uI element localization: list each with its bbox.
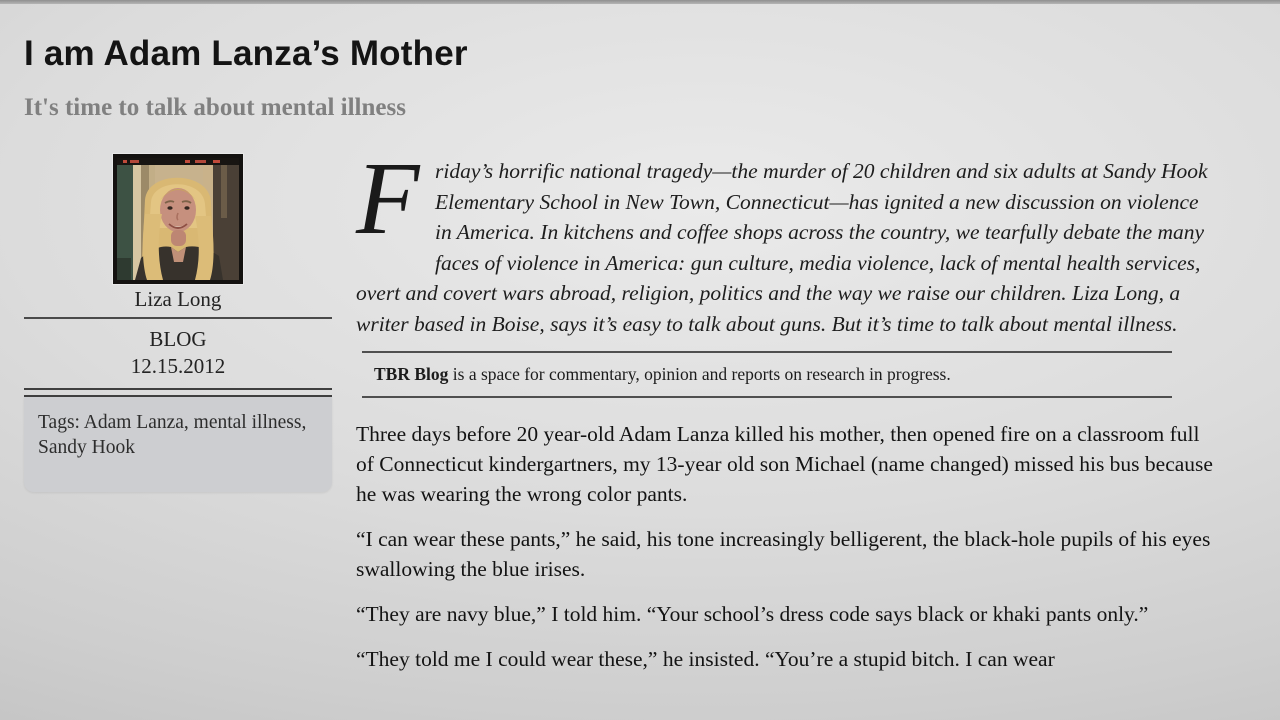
author-photo-illustration: [117, 158, 239, 280]
tbr-blog-note: [362, 351, 1172, 398]
tags-box: [24, 397, 332, 492]
author-photo: [113, 154, 243, 284]
tbr-blog-description: is a space for commentary, opinion and reports on research in progress.: [448, 364, 951, 384]
tbr-blog-label: TBR Blog: [374, 364, 449, 384]
article-body: [356, 141, 1218, 689]
sidebar-double-divider: [24, 388, 332, 397]
page-subtitle: It's time to talk about mental illness: [24, 94, 406, 121]
sidebar: [24, 152, 332, 492]
article-paragraphs: [356, 419, 1218, 674]
article-paragraph: “They told me I could wear these,” he insisted. “You’re a stupid bitch. I can wear: [356, 647, 1055, 671]
article-paragraph: Three days before 20 year-old Adam Lanza killed his mother, then opened fire on a classroom full of Connecticut kindergartners, my 13-year old son Michael (name changed) missed his bus because he was wearing the wrong color pants.: [356, 422, 1213, 506]
article-paragraph: “I can wear these pants,” he said, his tone increasingly belligerent, the black-hole pupils of his eyes swallowing the blue irises.: [356, 527, 1211, 581]
top-edge-strip: [0, 0, 1280, 4]
tags-text: Tags: Adam Lanza, mental illness, Sandy Hook: [38, 412, 307, 458]
page-title: I am Adam Lanza’s Mother: [24, 34, 468, 73]
post-type-label: BLOG: [149, 327, 207, 351]
article-paragraph: “They are navy blue,” I told him. “Your school’s dress code says black or khaki pants only.”: [356, 602, 1149, 626]
drop-cap: F: [356, 141, 420, 256]
post-meta: [24, 319, 332, 388]
post-date: 12.15.2012: [130, 354, 226, 378]
intro-text: riday’s horrific national tragedy—the murder of 20 children and six adults at Sandy Hook Elementary School in New Town, Connecticut—has ignited a new discussion on violence in America. In kitchens and coffee shops across the country, we tearfully debate the many faces of violence in America: gun culture, media violence, lack of mental health services, overt and covert wars abroad, religion, politics and the way we raise our children. Liza Long, a writer based in Boise, says it’s easy to talk about guns. But it’s time to talk about mental illness.: [356, 159, 1208, 336]
intro-paragraph: [356, 141, 1218, 339]
author-name: Liza Long: [134, 287, 222, 311]
